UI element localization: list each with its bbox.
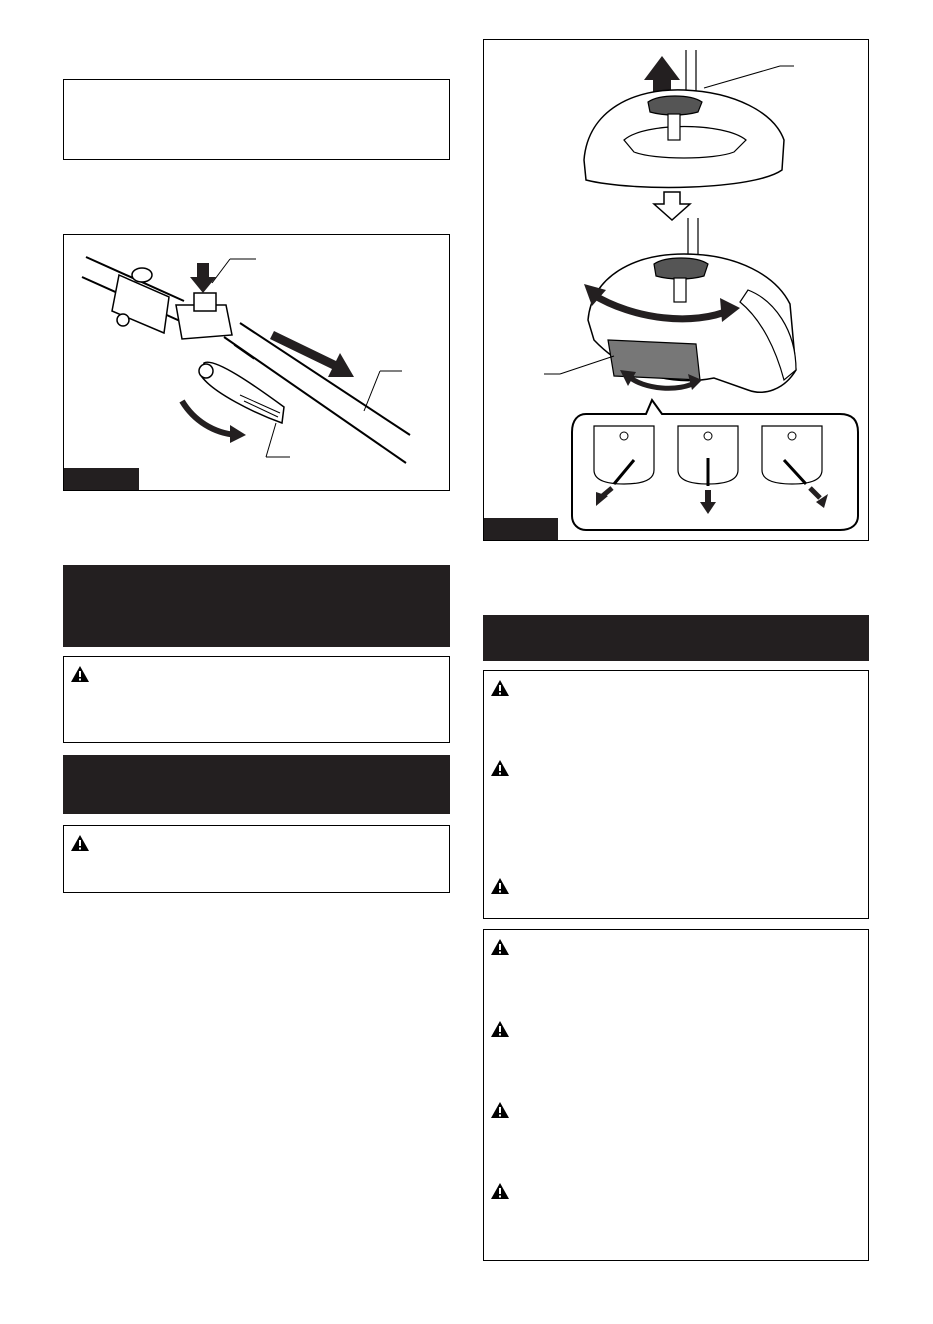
warning-triangle-icon [490, 1020, 510, 1038]
section-heading-bar [63, 565, 450, 647]
note-box [63, 79, 450, 160]
figure-label-tag [484, 518, 558, 540]
section-heading-bar [483, 615, 869, 661]
warning-triangle-icon [490, 679, 510, 697]
deflector-adjustment-illustration [484, 40, 868, 540]
section-heading-bar [63, 755, 450, 814]
figure-1 [63, 234, 450, 491]
warning-triangle-icon [490, 1182, 510, 1200]
figure-2 [483, 39, 869, 541]
warning-box [483, 929, 869, 1261]
warning-triangle-icon [490, 759, 510, 777]
warning-box [483, 670, 869, 919]
shaft-release-illustration [64, 235, 449, 490]
warning-triangle-icon [490, 938, 510, 956]
figure-label-tag [64, 468, 139, 490]
warning-triangle-icon [70, 834, 90, 852]
warning-box [63, 825, 450, 893]
warning-triangle-icon [490, 877, 510, 895]
warning-triangle-icon [490, 1101, 510, 1119]
warning-triangle-icon [70, 665, 90, 683]
warning-box [63, 656, 450, 743]
